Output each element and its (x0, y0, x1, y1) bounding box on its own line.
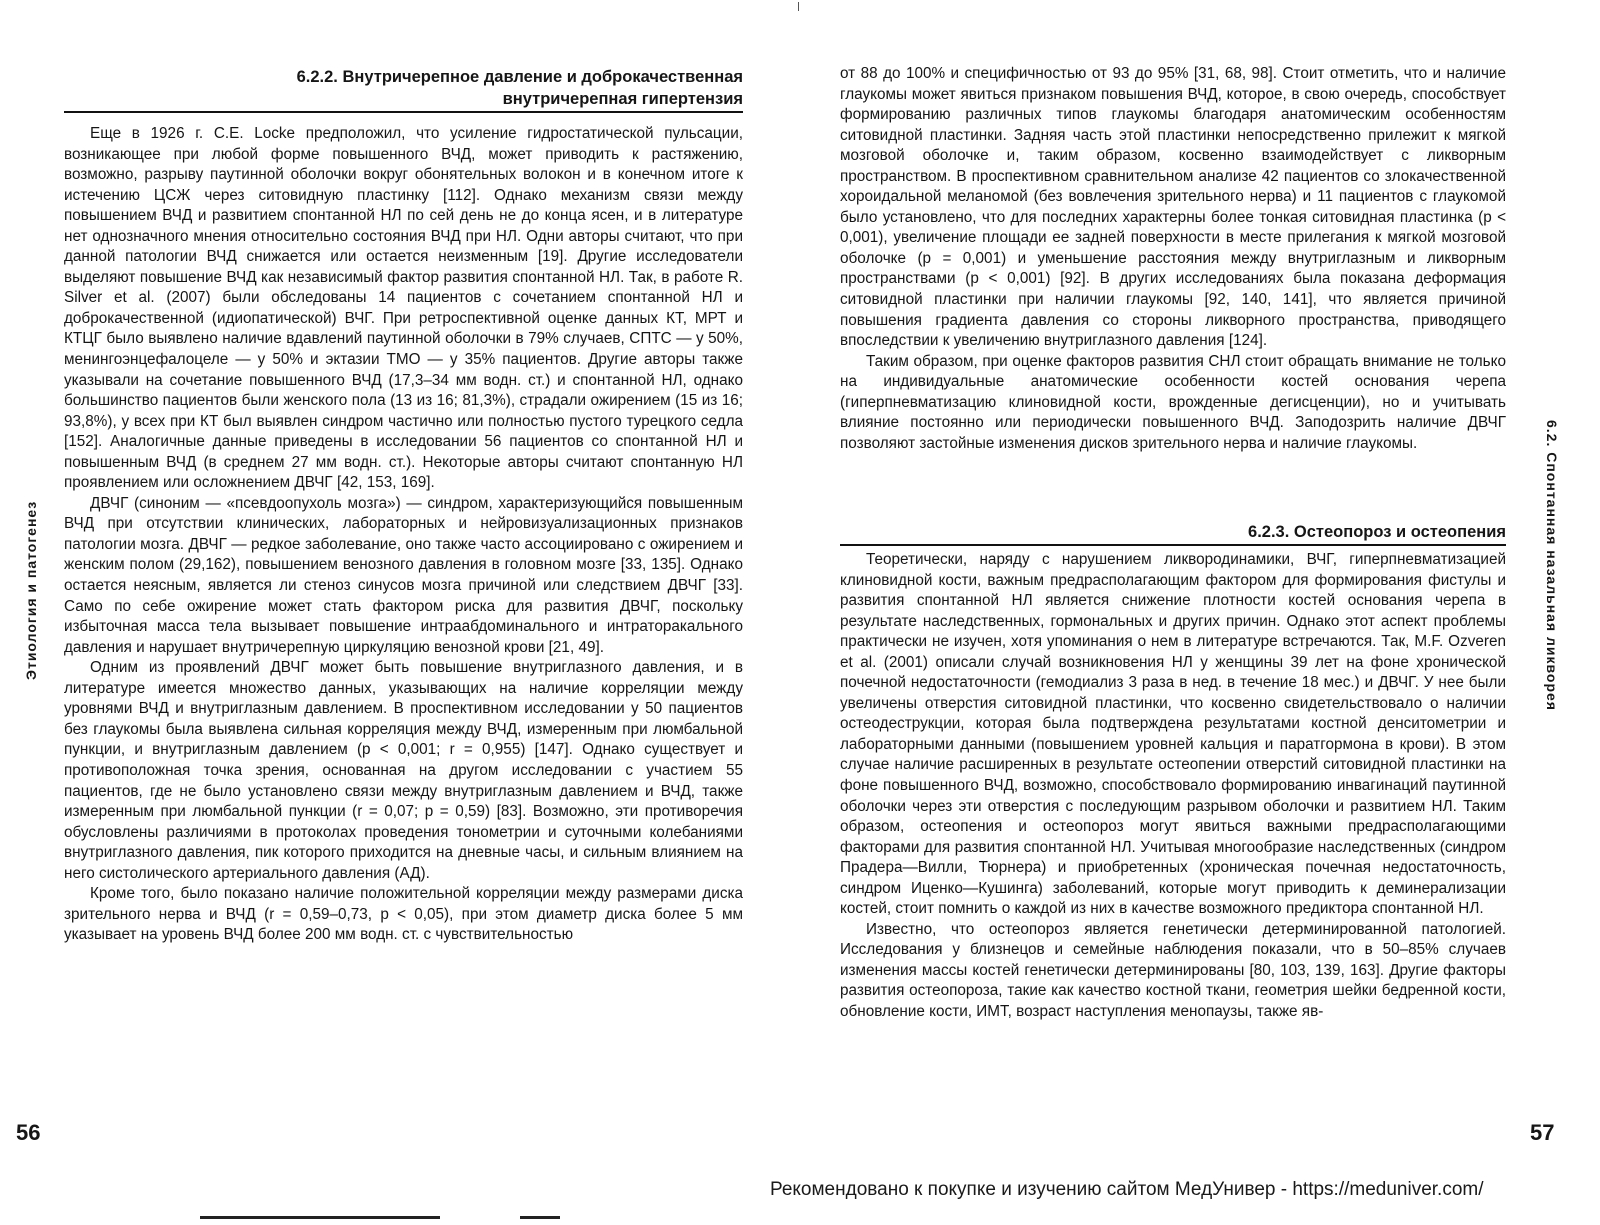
paragraph: от 88 до 100% и специфичностью от 93 до 95% [31, 68, 98]. Стоит отметить, что и наличие глаукомы может явиться признаком повышения ВЧД, которое, в свою очередь, способствует формированию различных типов глаукомы благодаря анатомическим особенностям ситовидной пластинки. Задняя часть этой пластинки непосредственно прилежит к мягкой мозговой оболочке и, таким образом, косвенно взаимодействует с ликворным пространством. В проспективном сравнительном анализе 42 пациентов со злокачественной хороидальной меланомой (без вовлечения зрительного нерва) и 11 пациентов с глаукомой было установлено, что для последних характерны более тонкая ситовидная пластинка (p < 0,001), увеличение площади ее задней поверхности в месте прилегания к мягкой мозговой оболочке (p = 0,001) и уменьшение расстояния между внутриглазным и ликворным пространствами (p < 0,001) [92]. В других исследованиях была показана деформация ситовидной пластинки при наличии глаукомы [92, 140, 141], что является причиной повышения градиента давления со стороны ликворного пространства, приводящего впоследствии к увеличению внутриглазного давления [124]. (840, 65, 1506, 350)
paragraph: ДВЧГ (синоним — «псевдоопухоль мозга») — синдром, характеризующийся повышенным ВЧД при отсутствии клинических, лабораторных и нейровизуализационных признаков патологии мозга. ДВЧГ — редкое заболевание, оно также часто ассоциировано с ожирением и женским полом (29,162), повышением венозного давления в головном мозге [33, 135]. Однако остается неясным, является ли стеноз синусов мозга причиной или следствием ДВЧГ [33]. Само по себе ожирение может стать фактором риска для развития ДВЧГ, поскольку избыточная масса тела вызывает повышение интраабдоминального и интраторакального давления и нарушает внутричерепную циркуляцию венозной крови [21, 49]. (64, 494, 743, 656)
left-page-body (64, 124, 743, 946)
heading-line-2: внутричерепная гипертензия (502, 90, 743, 108)
section-heading-6-2-3: 6.2.3. Остеопороз и остеопения (840, 521, 1506, 546)
watermark-link[interactable]: Рекомендовано к покупке и изучению сайтом МедУнивер - https://meduniver.com/ (770, 1179, 1484, 1200)
right-page-number: 57 (1530, 1120, 1555, 1145)
right-page-body-bottom (840, 550, 1506, 1023)
paragraph: Кроме того, было показано наличие положительной корреляции между размерами диска зрительного нерва и ВЧД (r = 0,59–0,73, p < 0,05), при этом диаметр диска более 5 мм указывает на уровень ВЧД более 200 мм водн. ст. с чувствительностью (64, 885, 743, 944)
paragraph: Одним из проявлений ДВЧГ может быть повышение внутриглазного давления, и в литературе имеется множество данных, указывающих на наличие корреляции между уровнями ВЧД и внутриглазным давлением. В проспективном исследовании у 50 пациентов без глаукомы была выявлена сильная корреляция между ВЧД, измеренным при люмбальной пункции, и внутриглазным давлением (p < 0,001; r = 0,955) [147]. Однако существует и противоположная точка зрения, основанная на другом исследовании с участием 55 пациентов, где не было установлено связи между внутриглазным давлением и ВЧД, также измеренным при люмбальной пункции (r = 0,07; p = 0,59) [83]. Возможно, эти противоречия обусловлены различиями в протоколах проведения тонометрии и суточными колебаниями внутриглазного давления, пик которого приходится на дневные часы, и сильным влиянием на него систолического артериального давления (АД). (64, 659, 743, 882)
section-heading-6-2-2 (64, 66, 743, 113)
paragraph: Теоретически, наряду с нарушением ликвородинамики, ВЧГ, гиперпневматизацией клиновидной кости, важным предрасполагающим фактором для формирования фистулы и развития спонтанной НЛ является снижение плотности костей основания черепа в результате наследственных, гормональных и других причин. Однако этот аспект проблемы практически не изучен, хотя упоминания о нем в литературе встречаются. Так, M.F. Ozveren et al. (2001) описали случай возникновения НЛ у женщины 39 лет на фоне хронической почечной недостаточности (гемодиализ 3 раза в нед. в течение 18 мес.) и ДВЧГ. У нее были увеличены отверстия ситовидной пластинки, что косвенно свидетельствовало о наличии остеодеструкции, которая была подтверждена результатами костной денситометрии и лабораторными данными (повышением уровней кальция и паратгормона в крови). В этом случае наличие расширенных в результате остеопении отверстий ситовидной пластинки на фоне повышенного ВЧД, возможно, способствовало формированию инвагинаций паутинной оболочки через эти отверстия с последующим разрывом оболочки и развитием НЛ. Таким образом, остеопения и остеопороз могут явиться важными предрасполагающими факторами для развития спонтанной НЛ. Учитывая многообразие наследственных (синдром Прадера—Вилли, Тюрнера) и приобретенных (хроническая почечная недостаточность, синдром Иценко—Кушинга) заболеваний, которые могут приводить к деминерализации костей, стоит помнить о каждой из них в качестве возможного предиктора спонтанной НЛ. (840, 551, 1506, 918)
right-running-title: 6.2. Спонтанная назальная ликворея (1544, 420, 1560, 711)
paragraph: Еще в 1926 г. С.Е. Locke предположил, что усиление гидростатической пульсации, возникающее при любой форме повышенного ВЧД, может приводить к растяжению, возможно, разрыву паутинной оболочки вокруг обонятельных волокон и в конечном итоге к истечению ЦСЖ через ситовидную пластинку [112]. Однако механизм связи между повышением ВЧД и развитием спонтанной НЛ по сей день не до конца ясен, и в литературе нет однозначного мнения относительно состояния ВЧД при НЛ. Одни авторы считают, что при данной патологии ВЧД снижается или остается неизменным [19]. Другие исследователи выделяют повышение ВЧД как независимый фактор развития спонтанной НЛ. Так, в работе R. Silver et al. (2007) были обследованы 14 пациентов с сочетанием спонтанной НЛ и доброкачественной (идиопатической) ВЧГ. При ретроспективной оценке данных КТ, МРТ и КТЦГ было выявлено наличие вдавлений паутинной оболочки в 79% случаев, СПТС — у 50%, менингоэнцефалоцеле — у 50% и эктазии ТМО — у 35% пациентов. Другие авторы также указывали на сочетание повышенного ВЧД (17,3–34 мм водн. ст.) и спонтанной НЛ, однако большинство пациентов были женского пола (13 из 16; 81,3%), страдали ожирением (15 из 16; 93,8%), у всех при КТ был выявлен синдром частично или полностью пустого турецкого седла [152]. Аналогичные данные приведены в исследовании 56 пациентов со спонтанной НЛ и повышенным ВЧД (в среднем 27 мм водн. ст.). Некоторые авторы считают спонтанную НЛ проявлением или осложнением ДВЧГ [42, 153, 169]. (64, 125, 743, 492)
heading-line-1: 6.2.2. Внутричерепное давление и доброкачественная (296, 68, 743, 86)
left-running-title: Этиология и патогенез (23, 500, 39, 680)
cut-off-text-fragment (520, 1216, 560, 1219)
paragraph: Известно, что остеопороз является генетически детерминированной патологией. Исследования у близнецов и семейные наблюдения показали, что в 50–85% случаев изменения массы костей генетически детерминированы [80, 103, 139, 163]. Другие факторы развития остеопороза, такие как качество костной ткани, геометрия шейки бедренной кости, обновление кости, ИМТ, возраст наступления менопаузы, также яв- (840, 920, 1506, 1021)
paragraph: Таким образом, при оценке факторов развития СНЛ стоит обращать внимание не только на индивидуальные анатомические особенности костей основания черепа (гиперпневматизацию клиновидной кости, врожденные дегисценции), но и учитывать влияние постоянно или периодически повышенного ВЧД. Заподозрить наличие ДВЧГ позволяют застойные изменения дисков зрительного нерва и наличие глаукомы. (840, 352, 1506, 452)
right-page-body-top (840, 64, 1506, 454)
left-page-number: 56 (16, 1120, 41, 1145)
cut-off-text-fragment (200, 1216, 440, 1219)
gutter-mark (798, 2, 799, 11)
